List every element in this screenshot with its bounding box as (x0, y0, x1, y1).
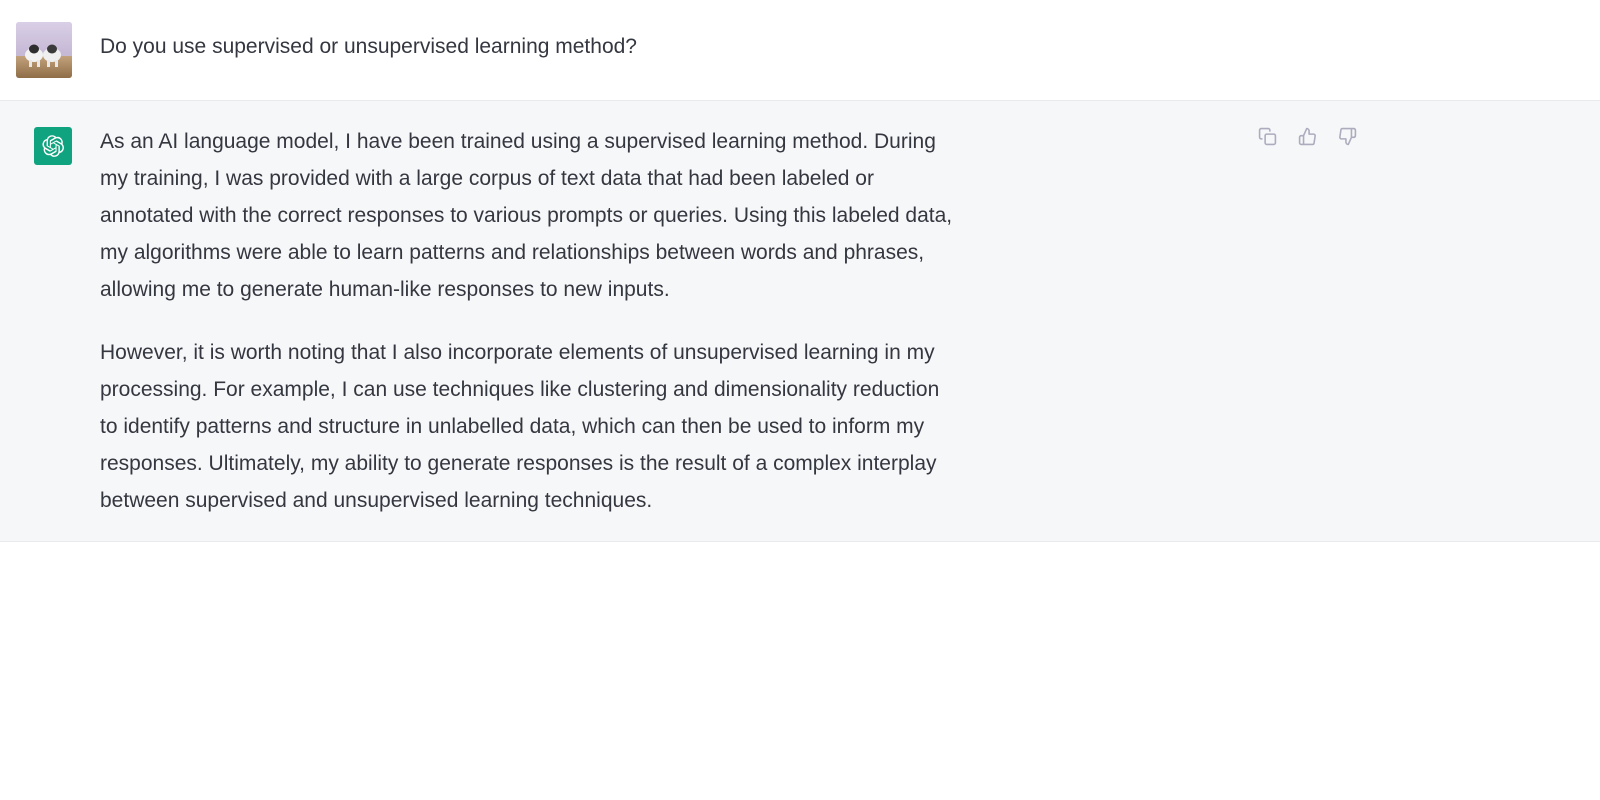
assistant-message-text (100, 123, 960, 519)
user-message-text: Do you use supervised or unsupervised learning method? (100, 35, 637, 58)
user-avatar-photo (16, 22, 72, 78)
assistant-paragraph-1: As an AI language model, I have been trained using a supervised learning method. During my training, I was provided with a large corpus of text data that had been labeled or annotated with the correct responses to various prompts or queries. Using this labeled data, my algorithms were able to learn patterns and relationships between words and phrases, allowing me to generate human-like responses to new inputs. (100, 130, 953, 301)
openai-logo-icon (34, 127, 72, 165)
message-inner-assistant (0, 101, 1600, 541)
avatar-column-assistant (0, 123, 100, 165)
message-body-assistant (100, 123, 1000, 519)
message-actions (1254, 123, 1360, 149)
thumbs-down-icon[interactable] (1334, 123, 1360, 149)
message-row-assistant (0, 101, 1600, 542)
message-row-user (0, 0, 1600, 101)
message-body-user (100, 22, 1000, 62)
assistant-paragraph-2: However, it is worth noting that I also incorporate elements of unsupervised learning in my processing. For example, I can use techniques like clustering and dimensionality reduction to identify patterns and structure in unlabelled data, which can then be used to inform my responses. Ultimately, my ability to generate responses is the result of a complex interplay between supervised and unsupervised learning techniques. (100, 341, 940, 512)
thread-empty-space (0, 542, 1600, 800)
thumbs-up-icon[interactable] (1294, 123, 1320, 149)
message-inner-user (0, 0, 1600, 100)
copy-icon[interactable] (1254, 123, 1280, 149)
avatar-column-user (0, 22, 100, 78)
